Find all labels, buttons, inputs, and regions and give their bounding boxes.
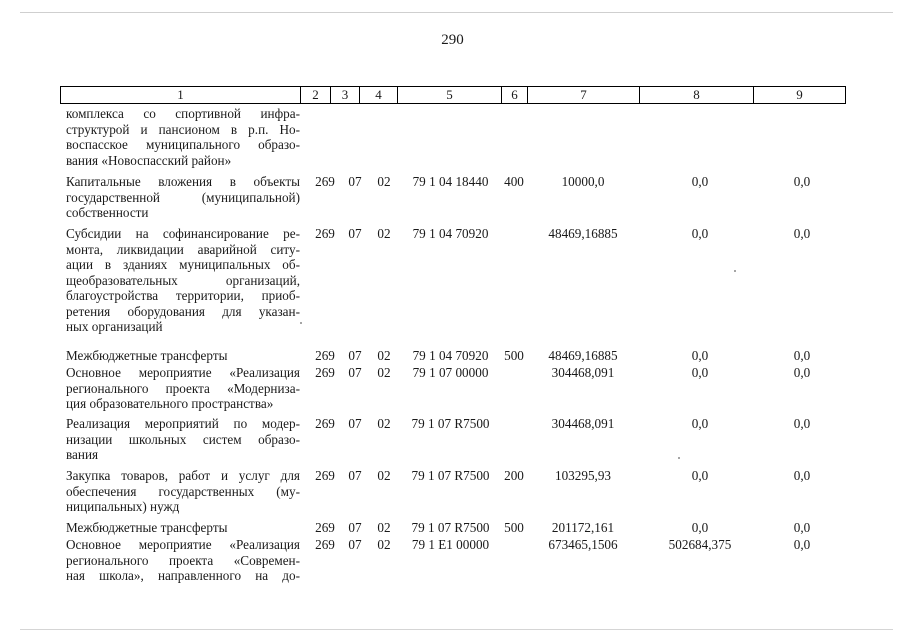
cell-col-8: 502684,375 (668, 537, 732, 552)
cell-col-2: 269 (315, 174, 335, 189)
cell-col-9: 0,0 (793, 226, 811, 241)
desc-line: Субсидии на софинансирование ре- (66, 226, 300, 241)
desc-line: Реализация мероприятий по модер- (66, 416, 300, 431)
cell-col-4: 02 (377, 174, 391, 189)
cell-col-6: 500 (504, 348, 524, 363)
row-description (66, 226, 300, 335)
cell-col-3: 07 (348, 416, 362, 431)
desc-line: комплекса со спортивной инфра- (66, 106, 300, 121)
desc-line: собственности (66, 205, 149, 220)
cell-col-7: 304468,091 (551, 416, 615, 431)
desc-line: Межбюджетные трансферты (66, 348, 228, 363)
cell-col-6: 400 (504, 174, 524, 189)
cell-col-5: 79 1 07 R7500 (411, 468, 490, 483)
cell-col-4: 02 (377, 520, 391, 535)
desc-line: ретения оборудования для указан- (66, 303, 300, 319)
cell-col-9: 0,0 (793, 416, 811, 431)
cell-col-2: 269 (315, 365, 335, 380)
cell-col-8: 0,0 (691, 226, 709, 241)
row-description (66, 174, 300, 221)
cell-col-4: 02 (377, 348, 391, 363)
cell-col-2: 269 (315, 416, 335, 431)
desc-line: монта, ликвидации аварийной ситу- (66, 241, 300, 257)
cell-col-3: 07 (348, 520, 362, 535)
cell-col-8: 0,0 (691, 365, 709, 380)
cell-col-2: 269 (315, 520, 335, 535)
cell-col-3: 07 (348, 468, 362, 483)
cell-col-3: 07 (348, 348, 362, 363)
desc-line: Капитальные вложения в объекты (66, 174, 300, 189)
cell-col-6: 500 (504, 520, 524, 535)
desc-line: Закупка товаров, работ и услуг для (66, 468, 300, 483)
cell-col-8: 0,0 (691, 348, 709, 363)
desc-line: регионального проекта «Модерниза- (66, 380, 300, 396)
row-description (66, 348, 300, 364)
desc-line: структурой и пансионом в р.п. Но- (66, 121, 300, 137)
cell-col-7: 48469,16885 (548, 226, 618, 241)
cell-col-8: 0,0 (691, 174, 709, 189)
table-header (60, 86, 846, 104)
header-col-8: 8 (640, 87, 754, 103)
cell-col-7: 304468,091 (551, 365, 615, 380)
cell-col-7: 103295,93 (554, 468, 612, 483)
desc-line: ных организаций (66, 319, 163, 334)
desc-line: ция образовательного пространства» (66, 396, 274, 411)
cell-col-9: 0,0 (793, 537, 811, 552)
cell-col-4: 02 (377, 365, 391, 380)
cell-col-5: 79 1 07 00000 (412, 365, 489, 380)
header-col-6: 6 (502, 87, 528, 103)
cell-col-7: 673465,1506 (548, 537, 618, 552)
cell-col-2: 269 (315, 537, 335, 552)
header-col-1: 1 (61, 87, 301, 103)
desc-line: регионального проекта «Современ- (66, 552, 300, 568)
cell-col-7: 48469,16885 (548, 348, 618, 363)
cell-col-8: 0,0 (691, 520, 709, 535)
cell-col-8: 0,0 (691, 416, 709, 431)
row-description (66, 520, 300, 536)
desc-line: Межбюджетные трансферты (66, 520, 228, 535)
cell-col-4: 02 (377, 226, 391, 241)
row-description (66, 416, 300, 463)
cell-col-9: 0,0 (793, 468, 811, 483)
cell-col-3: 07 (348, 537, 362, 552)
cell-col-7: 10000,0 (561, 174, 605, 189)
scan-speck (678, 457, 680, 459)
row-description (66, 537, 300, 584)
cell-col-9: 0,0 (793, 520, 811, 535)
cell-col-6: 200 (504, 468, 524, 483)
desc-line: обеспечения государственных (му- (66, 483, 300, 499)
cell-col-4: 02 (377, 468, 391, 483)
desc-line: благоустройства территории, приоб- (66, 288, 300, 303)
scan-speck (300, 322, 302, 324)
header-col-5: 5 (398, 87, 502, 103)
cell-col-8: 0,0 (691, 468, 709, 483)
header-col-3: 3 (331, 87, 360, 103)
desc-line: ная школа», направленного на до- (66, 568, 300, 583)
header-col-2: 2 (301, 87, 331, 103)
page-number: 290 (441, 32, 464, 48)
desc-line: вания (66, 447, 99, 462)
cell-col-9: 0,0 (793, 174, 811, 189)
cell-col-4: 02 (377, 537, 391, 552)
desc-line: Основное мероприятие «Реализация (66, 365, 300, 380)
cell-col-5: 79 1 04 70920 (412, 348, 489, 363)
desc-line: щеобразовательных организаций, (66, 272, 300, 288)
cell-col-3: 07 (348, 174, 362, 189)
desc-line: низации школьных систем образо- (66, 431, 300, 447)
cell-col-2: 269 (315, 226, 335, 241)
cell-col-5: 79 1 07 R7500 (411, 520, 490, 535)
row-description (66, 365, 300, 412)
desc-line: государственной (муниципальной) (66, 189, 300, 205)
cell-col-5: 79 1 04 70920 (412, 226, 489, 241)
desc-line: Основное мероприятие «Реализация (66, 537, 300, 552)
cell-col-3: 07 (348, 365, 362, 380)
row-description (66, 106, 300, 168)
cell-col-9: 0,0 (793, 348, 811, 363)
cell-col-3: 07 (348, 226, 362, 241)
cell-col-5: 79 1 07 R7500 (411, 416, 490, 431)
cell-col-2: 269 (315, 468, 335, 483)
row-description (66, 468, 300, 515)
cell-col-5: 79 1 04 18440 (412, 174, 489, 189)
header-col-7: 7 (528, 87, 640, 103)
cell-col-2: 269 (315, 348, 335, 363)
desc-line: вания «Новоспасский район» (66, 152, 232, 168)
cell-col-7: 201172,161 (551, 520, 615, 535)
cell-col-5: 79 1 E1 00000 (411, 537, 490, 552)
desc-line: ации в зданиях муниципальных об- (66, 257, 300, 272)
cell-col-9: 0,0 (793, 365, 811, 380)
header-col-4: 4 (360, 87, 398, 103)
scan-speck (734, 270, 736, 272)
desc-line: воспасское муниципального образо- (66, 137, 300, 152)
header-col-9: 9 (796, 87, 803, 102)
cell-col-4: 02 (377, 416, 391, 431)
desc-line: ниципальных) нужд (66, 499, 180, 514)
